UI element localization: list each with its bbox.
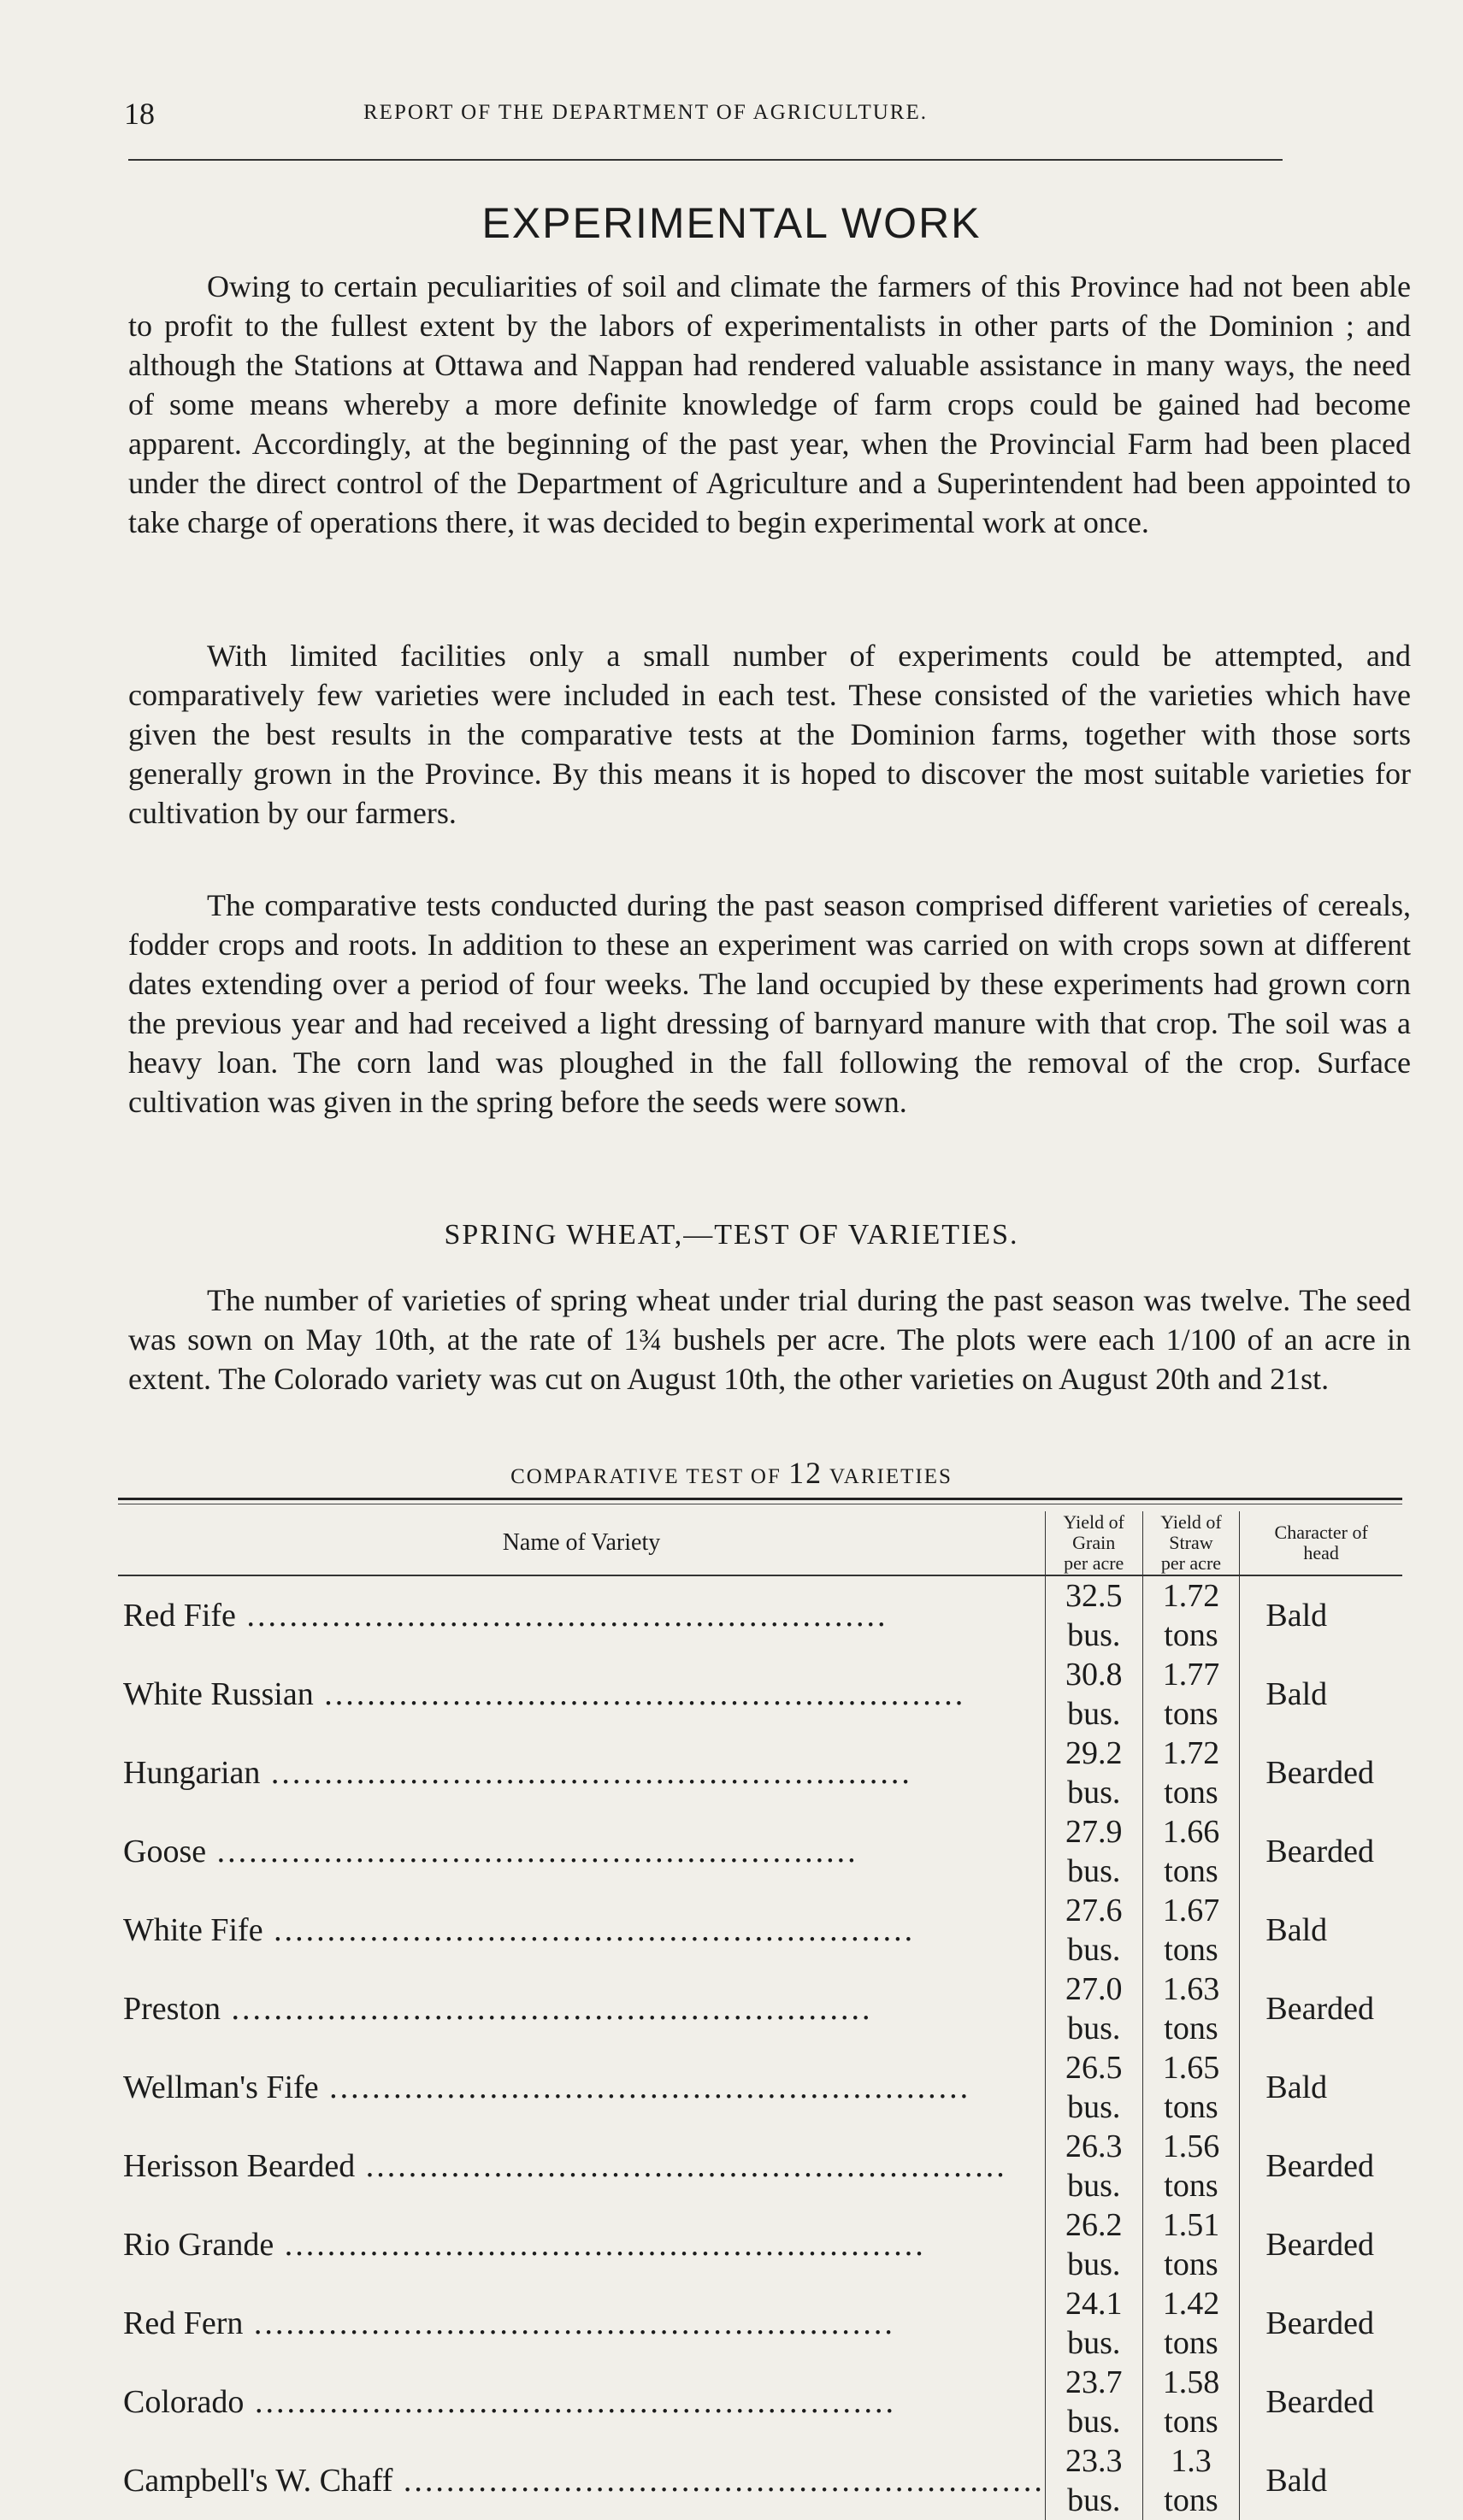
variety-name: Wellman's Fife (123, 2070, 319, 2105)
straw-yield-cell (1142, 2048, 1240, 2127)
straw-yield: 1.42 tons (1162, 2286, 1220, 2361)
leader-dots: ............................................................ (318, 2070, 971, 2105)
grain-yield: 27.9 bus. (1065, 1814, 1123, 1889)
header-grain (1045, 1511, 1142, 1575)
grain-yield-cell (1045, 2048, 1142, 2127)
running-title: REPORT OF THE DEPARTMENT OF AGRICULTURE. (363, 101, 928, 124)
head-character: Bald (1265, 1676, 1328, 1712)
variety-name: Herisson Bearded (123, 2148, 356, 2184)
variety-name: Colorado (123, 2384, 245, 2420)
table-caption (0, 1455, 1463, 1491)
grain-yield-cell (1045, 2363, 1142, 2441)
straw-yield: 1.72 tons (1162, 1735, 1220, 1811)
grain-yield: 23.3 bus. (1065, 2443, 1123, 2518)
straw-yield: 1.72 tons (1162, 1578, 1220, 1653)
head-character-cell (1240, 1891, 1402, 1969)
straw-yield-cell (1142, 2441, 1240, 2520)
straw-yield: 1.58 tons (1162, 2364, 1220, 2440)
head-character-cell (1240, 1734, 1402, 1812)
page-number: 18 (124, 97, 155, 131)
table-row (118, 1655, 1402, 1734)
head-character-cell (1240, 2363, 1402, 2441)
paragraph-text: The comparative tests conducted during the past season comprised different varieties of cereals, fodder crops and roots. In addition to these an experiment was carried on with crops sown at different dates extending over a period of four weeks. The land occupied by these experiments had grown corn the previous year and had received a light dressing of barnyard manure with that crop. The soil was a heavy loan. The corn land was ploughed in the fall following the removal of the crop. Surface cultivation was given in the spring before the seeds were sown. (128, 888, 1411, 1119)
head-character: Bald (1265, 1598, 1328, 1634)
table-row (118, 2441, 1402, 2520)
straw-yield-cell (1142, 1969, 1240, 2048)
straw-yield: 1.77 tons (1162, 1657, 1220, 1732)
variety-name: Preston (123, 1991, 221, 2027)
grain-yield: 24.1 bus. (1065, 2286, 1123, 2361)
header-name: Name of Variety (118, 1511, 1045, 1575)
head-character: Bearded (1265, 1991, 1374, 2027)
straw-yield-cell (1142, 1655, 1240, 1734)
variety-name: Red Fern (123, 2305, 244, 2341)
subsection-title: SPRING WHEAT,—TEST OF VARIETIES. (444, 1219, 1019, 1251)
leader-dots: ............................................................ (392, 2463, 1045, 2499)
variety-name-cell (118, 1734, 1045, 1812)
table-row (118, 1734, 1402, 1812)
grain-yield-cell (1045, 1812, 1142, 1891)
head-character-cell (1240, 1812, 1402, 1891)
variety-name-cell (118, 1969, 1045, 2048)
grain-yield-cell (1045, 1891, 1142, 1969)
leader-dots: ............................................................ (274, 2227, 926, 2263)
table-row (118, 2363, 1402, 2441)
caption-suffix: VARIETIES (829, 1465, 953, 1488)
grain-yield-cell (1045, 2441, 1142, 2520)
table-row (118, 1891, 1402, 1969)
variety-name: Red Fife (123, 1598, 236, 1634)
leader-dots: ............................................................ (235, 1598, 888, 1634)
header-character (1240, 1511, 1402, 1575)
straw-yield: 1.51 tons (1162, 2207, 1220, 2282)
variety-name: Rio Grande (123, 2227, 274, 2263)
head-character-cell (1240, 1655, 1402, 1734)
header-grain-line2: per acre (1064, 1552, 1124, 1574)
variety-name-cell (118, 2284, 1045, 2363)
section-title: EXPERIMENTAL WORK (481, 199, 982, 247)
straw-yield-cell (1142, 1575, 1240, 1655)
variety-name-cell (118, 2127, 1045, 2205)
leader-dots: ............................................................ (260, 1755, 912, 1791)
straw-yield: 1.56 tons (1162, 2128, 1220, 2204)
variety-name: Campbell's W. Chaff (123, 2463, 393, 2499)
leader-dots: ............................................................ (206, 1834, 858, 1869)
straw-yield-cell (1142, 2127, 1240, 2205)
head-character: Bearded (1265, 2305, 1374, 2341)
header-rule (128, 159, 1283, 161)
leader-dots: ............................................................ (244, 2384, 896, 2420)
head-character-cell (1240, 1969, 1402, 2048)
paragraph-2 (128, 636, 1411, 833)
straw-yield: 1.66 tons (1162, 1814, 1220, 1889)
grain-yield: 26.5 bus. (1065, 2050, 1123, 2125)
grain-yield: 26.2 bus. (1065, 2207, 1123, 2282)
paragraph-1 (128, 267, 1411, 542)
varieties-table (118, 1511, 1402, 2520)
grain-yield: 29.2 bus. (1065, 1735, 1123, 1811)
variety-name-cell (118, 2048, 1045, 2127)
leader-dots: ............................................................ (263, 1912, 916, 1948)
head-character-cell (1240, 2284, 1402, 2363)
straw-yield-cell (1142, 2205, 1240, 2284)
straw-yield-cell (1142, 1734, 1240, 1812)
table-row (118, 1969, 1402, 2048)
variety-name-cell (118, 1891, 1045, 1969)
head-character: Bearded (1265, 1755, 1374, 1791)
header-straw-line2: per acre (1160, 1552, 1222, 1574)
straw-yield-cell (1142, 2363, 1240, 2441)
table-row (118, 1812, 1402, 1891)
head-character: Bearded (1265, 2148, 1374, 2184)
grain-yield: 27.0 bus. (1065, 1971, 1123, 2046)
grain-yield: 27.6 bus. (1065, 1893, 1123, 1968)
paragraph-3 (128, 886, 1411, 1122)
head-character-cell (1240, 2048, 1402, 2127)
straw-yield: 1.63 tons (1162, 1971, 1220, 2046)
leader-dots: ............................................................ (313, 1676, 966, 1712)
leader-dots: ............................................................ (355, 2148, 1007, 2184)
straw-yield: 1.67 tons (1162, 1893, 1220, 1968)
grain-yield-cell (1045, 2284, 1142, 2363)
head-character-cell (1240, 1575, 1402, 1655)
grain-yield: 26.3 bus. (1065, 2128, 1123, 2204)
straw-yield: 1.3 tons (1164, 2443, 1218, 2518)
grain-yield: 32.5 bus. (1065, 1578, 1123, 1653)
variety-name-cell (118, 1575, 1045, 1655)
head-character: Bearded (1265, 1834, 1374, 1869)
grain-yield-cell (1045, 1734, 1142, 1812)
grain-yield-cell (1045, 1575, 1142, 1655)
grain-yield: 30.8 bus. (1065, 1657, 1123, 1732)
grain-yield-cell (1045, 2205, 1142, 2284)
straw-yield-cell (1142, 1812, 1240, 1891)
head-character: Bald (1265, 1912, 1328, 1948)
header-grain-line1: Yield of Grain (1063, 1511, 1124, 1553)
straw-yield-cell (1142, 2284, 1240, 2363)
caption-number: 12 (788, 1456, 823, 1490)
table-top-rule (118, 1498, 1402, 1500)
header-straw (1142, 1511, 1240, 1575)
variety-name-cell (118, 2441, 1045, 2520)
paragraph-4 (128, 1281, 1411, 1398)
table-row (118, 2048, 1402, 2127)
variety-name: White Fife (123, 1912, 263, 1948)
grain-yield: 23.7 bus. (1065, 2364, 1123, 2440)
table-row (118, 1575, 1402, 1655)
running-head (124, 96, 1402, 138)
variety-name: Goose (123, 1834, 207, 1869)
straw-yield-cell (1142, 1891, 1240, 1969)
header-straw-line1: Yield of Straw (1160, 1511, 1222, 1553)
table-row (118, 2284, 1402, 2363)
paragraph-text: The number of varieties of spring wheat under trial during the past season was twelve. The seed was sown on May 10th, at the rate of 1¾ bushels per acre. The plots were each 1/100 of an acre in extent. The Colorado variety was cut on August 10th, the other varieties on August 20th and 21st. (128, 1283, 1411, 1396)
variety-name-cell (118, 1812, 1045, 1891)
leader-dots: ............................................................ (243, 2305, 895, 2341)
head-character-cell (1240, 2127, 1402, 2205)
head-character: Bearded (1265, 2227, 1374, 2263)
grain-yield-cell (1045, 1655, 1142, 1734)
header-character-line2: head (1303, 1542, 1339, 1563)
caption-prefix: COMPARATIVE TEST OF (510, 1465, 782, 1488)
head-character: Bald (1265, 2070, 1328, 2105)
leader-dots: ............................................................ (221, 1991, 873, 2027)
table-header-row (118, 1511, 1402, 1575)
head-character: Bearded (1265, 2384, 1374, 2420)
header-character-line1: Character of (1274, 1522, 1368, 1543)
head-character-cell (1240, 2441, 1402, 2520)
variety-name-cell (118, 2363, 1045, 2441)
grain-yield-cell (1045, 2127, 1142, 2205)
variety-name: Hungarian (123, 1755, 261, 1791)
straw-yield: 1.65 tons (1162, 2050, 1220, 2125)
table-row (118, 2127, 1402, 2205)
variety-name-cell (118, 2205, 1045, 2284)
variety-name-cell (118, 1655, 1045, 1734)
variety-name: White Russian (123, 1676, 314, 1712)
paragraph-text: With limited facilities only a small number of experiments could be attempted, and comparatively few varieties were included in each test. These consisted of the varieties which have given the best results in the comparative tests at the Dominion farms, together with those sorts generally grown in the Province. By this means it is hoped to discover the most suitable varieties for cultivation by our farmers. (128, 639, 1411, 830)
grain-yield-cell (1045, 1969, 1142, 2048)
paragraph-text: Owing to certain peculiarities of soil and climate the farmers of this Province had not been able to profit to the fullest extent by the labors of experimentalists in other parts of the Dominion ; and although the Stations at Ottawa and Nappan had rendered valuable assistance in many ways, the need of some means whereby a more definite knowledge of farm crops could be gained had become apparent. Accordingly, at the beginning of the past year, when the Provincial Farm had been placed under the direct control of the Department of Agriculture and a Superintendent had been appointed to take charge of operations there, it was decided to begin experimental work at once. (128, 269, 1411, 539)
head-character-cell (1240, 2205, 1402, 2284)
head-character: Bald (1265, 2463, 1328, 2499)
table-row (118, 2205, 1402, 2284)
